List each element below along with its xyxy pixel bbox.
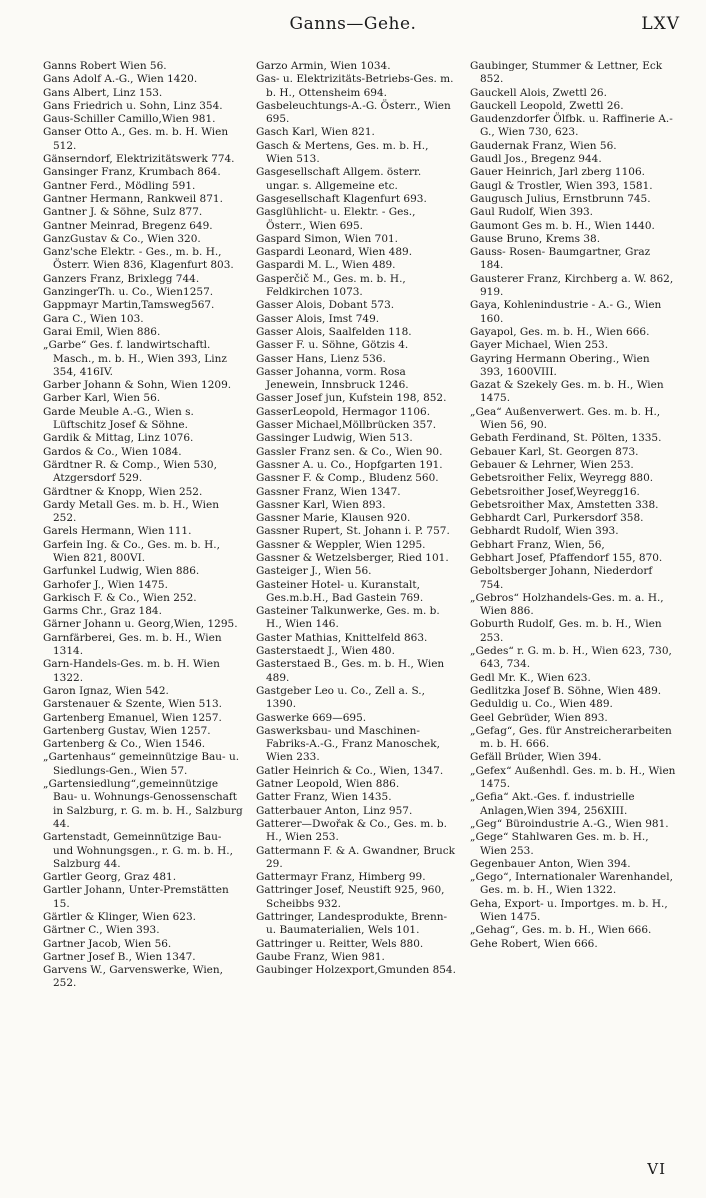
directory-entry: Ganns Robert Wien 56. [43, 60, 167, 72]
directory-entry: Gassner F. & Comp., Bludenz 560. [256, 472, 439, 485]
directory-entry: Gassner & Weppler, Wien 1295. [256, 538, 426, 551]
directory-entry: Gedl Mr. K., Wien 623. [470, 671, 591, 684]
directory-entry: „Gego“, Internationaler Warenhandel, Ges. m. b. H., Wien 1322. [470, 871, 673, 897]
directory-column-1 [43, 60, 243, 1170]
directory-entry: Gasteiger J., Wien 56. [256, 565, 372, 578]
directory-entry: Gasteiner Talkunwerke, Ges. m. b. H., Wien 146. [256, 605, 440, 631]
directory-entry: Gasch Karl, Wien 821. [256, 126, 375, 139]
directory-entry: Gasglühlicht- u. Elektr. - Ges., Österr., Wien 695. [256, 206, 416, 232]
directory-entry: Gassner Karl, Wien 893. [256, 498, 386, 511]
directory-entry: Gegenbauer Anton, Wien 394. [470, 857, 631, 870]
directory-entry: Geel Gebrüder, Wien 893. [470, 711, 608, 724]
directory-entry: Gassler Franz sen. & Co., Wien 90. [256, 445, 443, 458]
directory-entry: Gardy Metall Ges. m. b. H., Wien 252. [43, 498, 219, 525]
directory-entry: Gatterer—Dwořak & Co., Ges. m. b. H., Wien 253. [256, 817, 447, 844]
directory-entry: Gaul Rudolf, Wien 393. [470, 206, 594, 219]
directory-entry: „Gefag“, Ges. für Anstreicherarbeiten m. b. H. 666. [470, 724, 672, 751]
directory-entry: Gaspardi Leonard, Wien 489. [256, 246, 413, 259]
directory-entry: Gauckell Alois, Zwettl 26. [470, 86, 607, 99]
directory-entry: „Gefia“ Akt.-Ges. f. industrielle Anlagen,Wien 394, 256XIII. [470, 791, 635, 817]
directory-entry: Gasbeleuchtungs-A.-G. Österr., Wien 695. [256, 99, 451, 126]
directory-entry: Gefäll Brüder, Wien 394. [470, 751, 602, 764]
directory-entry: Gaube Franz, Wien 981. [256, 950, 385, 963]
directory-entry: Gassner Rupert, St. Johann i. P. 757. [256, 525, 450, 538]
directory-entry: Gayer Michael, Wien 253. [470, 339, 609, 352]
directory-entry: Gans Albert, Linz 153. [43, 86, 163, 99]
directory-entry: Gasterstaed B., Ges. m. b. H., Wien 489. [256, 658, 445, 684]
directory-entry: Gasgesellschaft Allgem. österr. ungar. s. Allgemeine etc. [256, 166, 422, 192]
directory-entry: Gaswerksbau- und Maschinen-Fabriks-A.-G., Franz Manoschek, Wien 233. [256, 724, 440, 764]
directory-entry: Garvens W., Garvenswerke, Wien, 252. [43, 964, 223, 990]
running-title: Ganns—Gehe. [289, 14, 417, 34]
directory-entry: Gassner Marie, Klausen 920. [256, 512, 411, 525]
directory-entry: Gebetsroither Max, Amstetten 338. [470, 498, 659, 511]
signature-mark: VI [647, 1160, 666, 1178]
directory-entry: Gauss- Rosen- Baumgartner, Graz 184. [470, 246, 651, 272]
directory-entry: „Gebros“ Holzhandels-Ges. m. a. H., Wien 886. [470, 591, 664, 618]
directory-entry: Garfein Ing. & Co., Ges. m. b. H., Wien 821, 800VI. [43, 538, 220, 564]
directory-entry: Gatler Heinrich & Co., Wien, 1347. [256, 764, 444, 777]
directory-entry: Gatner Leopold, Wien 886. [256, 778, 400, 791]
directory-entry: Garels Hermann, Wien 111. [43, 525, 192, 538]
directory-entry: Gehe Robert, Wien 666. [470, 937, 598, 950]
directory-entry: Gastgeber Leo u. Co., Zell a. S., 1390. [256, 684, 425, 711]
directory-entry: Gartner Jacob, Wien 56. [43, 937, 172, 950]
directory-entry: Gasser Alois, Saalfelden 118. [256, 325, 412, 338]
directory-entry: Gara C., Wien 103. [43, 312, 144, 325]
directory-entry: Gaudenzdorfer Ölfbk. u. Raffinerie A.-G., Wien 730, 623. [470, 113, 673, 139]
directory-entry: Gaspard Simon, Wien 701. [256, 232, 399, 245]
directory-entry: Gaudernak Franz, Wien 56. [470, 139, 617, 152]
directory-entry: Gaster Mathias, Knittelfeld 863. [256, 631, 428, 644]
directory-entry: Gardik & Mittag, Linz 1076. [43, 432, 194, 445]
directory-entry: Garfunkel Ludwig, Wien 886. [43, 565, 200, 578]
directory-entry: Gassinger Ludwig, Wien 513. [256, 432, 413, 445]
directory-entry: Garms Chr., Graz 184. [43, 605, 162, 618]
directory-entry: Gantner J. & Söhne, Sulz 877. [43, 206, 203, 219]
directory-entry: Gartner Josef B., Wien 1347. [43, 950, 196, 963]
directory-entry: Gaumont Ges m. b. H., Wien 1440. [470, 219, 655, 232]
directory-entry: Gebetsroither Josef,Weyregg16. [470, 485, 640, 498]
directory-entry: Gärtler & Klinger, Wien 623. [43, 911, 196, 923]
directory-entry: Gasser F. u. Söhne, Götzis 4. [256, 339, 409, 352]
page-header [0, 8, 706, 44]
directory-entry: Gattringer Josef, Neustift 925, 960, Scheibbs 932. [256, 884, 445, 910]
directory-entry: Garstenauer & Szente, Wien 513. [43, 698, 222, 711]
directory-entry: Gebath Ferdinand, St. Pölten, 1335. [470, 432, 662, 445]
directory-entry: Gebhart Franz, Wien, 56, [470, 538, 605, 551]
directory-entry: Geha, Export- u. Importges. m. b. H., Wien 1475. [470, 897, 668, 923]
directory-entry: Gaudl Jos., Bregenz 944. [470, 153, 602, 166]
directory-entry: Garber Karl, Wien 56. [43, 392, 161, 405]
directory-entry: Gärtner C., Wien 393. [43, 924, 160, 937]
directory-entry: Gasperčič M., Ges. m. b. H., Feldkirchen 1073. [256, 272, 406, 299]
directory-entry: Gatter Franz, Wien 1435. [256, 791, 392, 804]
directory-entry: Gebauer Karl, St. Georgen 873. [470, 445, 639, 458]
directory-entry: Gedlitzka Josef B. Söhne, Wien 489. [470, 684, 662, 697]
directory-entry: Garn-Handels-Ges. m. b. H. Wien 1322. [43, 658, 220, 684]
directory-entry: „Gedes“ r. G. m. b. H., Wien 623, 730, 643, 734. [470, 645, 672, 671]
directory-entry: Gaus-Schiller Camillo,Wien 981. [43, 113, 216, 126]
directory-entry: Gartler Johann, Unter-Premstätten 15. [43, 884, 229, 910]
directory-entry: Garde Meuble A.-G., Wien s. Lüftschitz Josef & Söhne. [43, 405, 194, 432]
directory-entry: Gebhardt Rudolf, Wien 393. [470, 525, 619, 538]
directory-entry: Gazat & Szekely Ges. m. b. H., Wien 1475. [470, 379, 664, 405]
directory-entry: „Geg“ Büroindustrie A.-G., Wien 981. [470, 817, 669, 830]
directory-entry: Ganzers Franz, Brixlegg 744. [43, 272, 200, 285]
directory-entry: Garai Emil, Wien 886. [43, 325, 161, 338]
directory-entry: Gattermann F. & A. Gwandner, Bruck 29. [256, 844, 456, 870]
directory-entry: Garber Johann & Sohn, Wien 1209. [43, 379, 232, 392]
directory-entry: Gayring Hermann Obering., Wien 393, 1600VIII. [470, 352, 650, 378]
directory-entry: Gayapol, Ges. m. b. H., Wien 666. [470, 325, 650, 338]
directory-column-2 [256, 60, 456, 1170]
directory-entry: Ganser Otto A., Ges. m. b. H. Wien 512. [43, 126, 229, 152]
directory-entry: Garnfärberei, Ges. m. b. H., Wien 1314. [43, 631, 222, 658]
directory-entry: Gantner Hermann, Rankweil 871. [43, 192, 223, 205]
directory-entry: Gebhart Josef, Pfaffendorf 155, 870. [470, 551, 663, 564]
directory-entry: Gattringer u. Reitter, Wels 880. [256, 937, 424, 950]
directory-entry: Gatterbauer Anton, Linz 957. [256, 804, 413, 817]
directory-entry: Gaspardi M. L., Wien 489. [256, 259, 396, 272]
directory-entry: Gasterstaedt J., Wien 480. [256, 645, 395, 658]
directory-entry: Geboltsberger Johann, Niederdorf 754. [470, 565, 653, 591]
directory-entry: GanzGustav & Co., Wien 320. [43, 232, 201, 245]
directory-entry: Gaya, Kohlenindustrie - A.- G., Wien 160. [470, 299, 662, 325]
directory-entry: „Gea“ Außenverwert. Ges. m. b. H., Wien 56, 90. [470, 405, 661, 432]
directory-entry: Ganz'sche Elektr. - Ges., m. b. H., Österr. Wien 836, Klagenfurt 803. [43, 246, 234, 272]
directory-column-3 [470, 60, 676, 1170]
directory-entry: Gärdtner R. & Comp., Wien 530, Atzgersdorf 529. [43, 458, 217, 485]
directory-entry: Gärner Johann u. Georg,Wien, 1295. [43, 618, 238, 631]
directory-entry: Gans Friedrich u. Sohn, Linz 354. [43, 99, 223, 112]
directory-entry: Gartler Georg, Graz 481. [43, 871, 177, 884]
directory-entry: Gappmayr Martin,Tamsweg567. [43, 299, 215, 312]
directory-entry: Gasser Alois, Dobant 573. [256, 299, 395, 312]
directory-entry: Gattermayr Franz, Himberg 99. [256, 871, 426, 884]
directory-entry: Gasser Michael,Möllbrücken 357. [256, 419, 437, 432]
directory-entry: Gausterer Franz, Kirchberg a. W. 862, 919. [470, 272, 674, 299]
directory-entry: Gasser Johanna, vorm. Rosa Jenewein, Innsbruck 1246. [256, 365, 409, 392]
directory-entry: Goburth Rudolf, Ges. m. b. H., Wien 253. [470, 618, 662, 644]
directory-entry: Garkisch F. & Co., Wien 252. [43, 591, 197, 604]
directory-entry: Gantner Meinrad, Bregenz 649. [43, 219, 213, 232]
directory-entry: „Gartensiedlung“,gemeinnützige Bau- u. Wohnungs-Genossenschaft in Salzburg, r. G. m. b. H., Salzburg 44. [43, 778, 243, 830]
directory-entry: Gartenberg Gustav, Wien 1257. [43, 724, 211, 737]
directory-entry: Garhofer J., Wien 1475. [43, 578, 168, 591]
directory-entry: Gas- u. Elektrizitäts-Betriebs-Ges. m. b. H., Ottensheim 694. [256, 73, 454, 99]
directory-entry: Gaubinger, Stummer & Lettner, Eck 852. [470, 60, 663, 86]
directory-entry: Garzo Armin, Wien 1034. [256, 60, 391, 72]
directory-entry: Gaugl & Trostler, Wien 393, 1581. [470, 179, 653, 192]
directory-entry: Gartenstadt, Gemeinnützige Bau- und Wohnungsgen., r. G. m. b. H., Salzburg 44. [43, 831, 233, 870]
directory-entry: Geduldig u. Co., Wien 489. [470, 698, 613, 711]
directory-entry: Gärdtner & Knopp, Wien 252. [43, 485, 203, 498]
directory-entry: Gassner & Wetzelsberger, Ried 101. [256, 551, 449, 564]
directory-entry: Gansinger Franz, Krumbach 864. [43, 166, 221, 179]
directory-entry: Gans Adolf A.-G., Wien 1420. [43, 73, 198, 86]
directory-entry: Gasser Josef jun, Kufstein 198, 852. [256, 392, 447, 405]
directory-entry: Gänserndorf, Elektrizitätswerk 774. [43, 153, 235, 166]
directory-entry: Gasteiner Hotel- u. Kuranstalt, Ges.m.b.H., Bad Gastein 769. [256, 578, 424, 604]
directory-entry: Gassner Franz, Wien 1347. [256, 485, 401, 498]
directory-entry: Gauer Heinrich, Jarl zberg 1106. [470, 166, 645, 179]
directory-entry: „Gartenhaus“ gemeinnützige Bau- u. Siedlungs-Gen., Wien 57. [43, 751, 240, 777]
directory-entry: Gartenberg & Co., Wien 1546. [43, 738, 206, 751]
directory-entry: Gardos & Co., Wien 1084. [43, 445, 182, 458]
directory-entry: „Gefex“ Außenhdl. Ges. m. b. H., Wien 1475. [470, 764, 676, 791]
directory-entry: Gebetsroither Felix, Weyregg 880. [470, 472, 654, 485]
directory-entry: Gartenberg Emanuel, Wien 1257. [43, 711, 222, 724]
directory-entry: Gaugusch Julius, Ernstbrunn 745. [470, 192, 651, 205]
directory-entry: Gasch & Mertens, Ges. m. b. H., Wien 513. [256, 139, 429, 166]
directory-entry: Gaubinger Holzexport,Gmunden 854. [256, 964, 456, 977]
directory-entry: GasserLeopold, Hermagor 1106. [256, 405, 431, 418]
directory-entry: Gantner Ferd., Mödling 591. [43, 179, 196, 192]
directory-entry: Gasser Alois, Imst 749. [256, 312, 380, 325]
directory-entry: Garon Ignaz, Wien 542. [43, 684, 169, 697]
directory-entry: Gebauer & Lehrner, Wien 253. [470, 458, 634, 471]
directory-entry: Gasser Hans, Lienz 536. [256, 352, 386, 365]
directory-entry: Gassner A. u. Co., Hopfgarten 191. [256, 458, 443, 471]
directory-entry: „Garbe“ Ges. f. landwirtschaftl. Masch., m. b. H., Wien 393, Linz 354, 416IV. [43, 339, 227, 378]
directory-entry: Gebhardt Carl, Purkersdorf 358. [470, 512, 644, 525]
directory-entry: Gattringer, Landesprodukte, Brenn- u. Baumaterialien, Wels 101. [256, 911, 448, 937]
directory-entry: „Gege“ Stahlwaren Ges. m. b. H., Wien 253. [470, 831, 649, 857]
directory-entry: Gasgesellschaft Klagenfurt 693. [256, 192, 427, 205]
directory-entry: „Gehag“, Ges. m. b. H., Wien 666. [470, 924, 652, 937]
directory-entry: Gaswerke 669—695. [256, 711, 367, 724]
directory-entry: Gauckell Leopold, Zwettl 26. [470, 99, 624, 112]
directory-entry: GanzingerTh. u. Co., Wien1257. [43, 286, 214, 299]
page-number: LXV [641, 14, 680, 34]
directory-entry: Gause Bruno, Krems 38. [470, 232, 601, 245]
